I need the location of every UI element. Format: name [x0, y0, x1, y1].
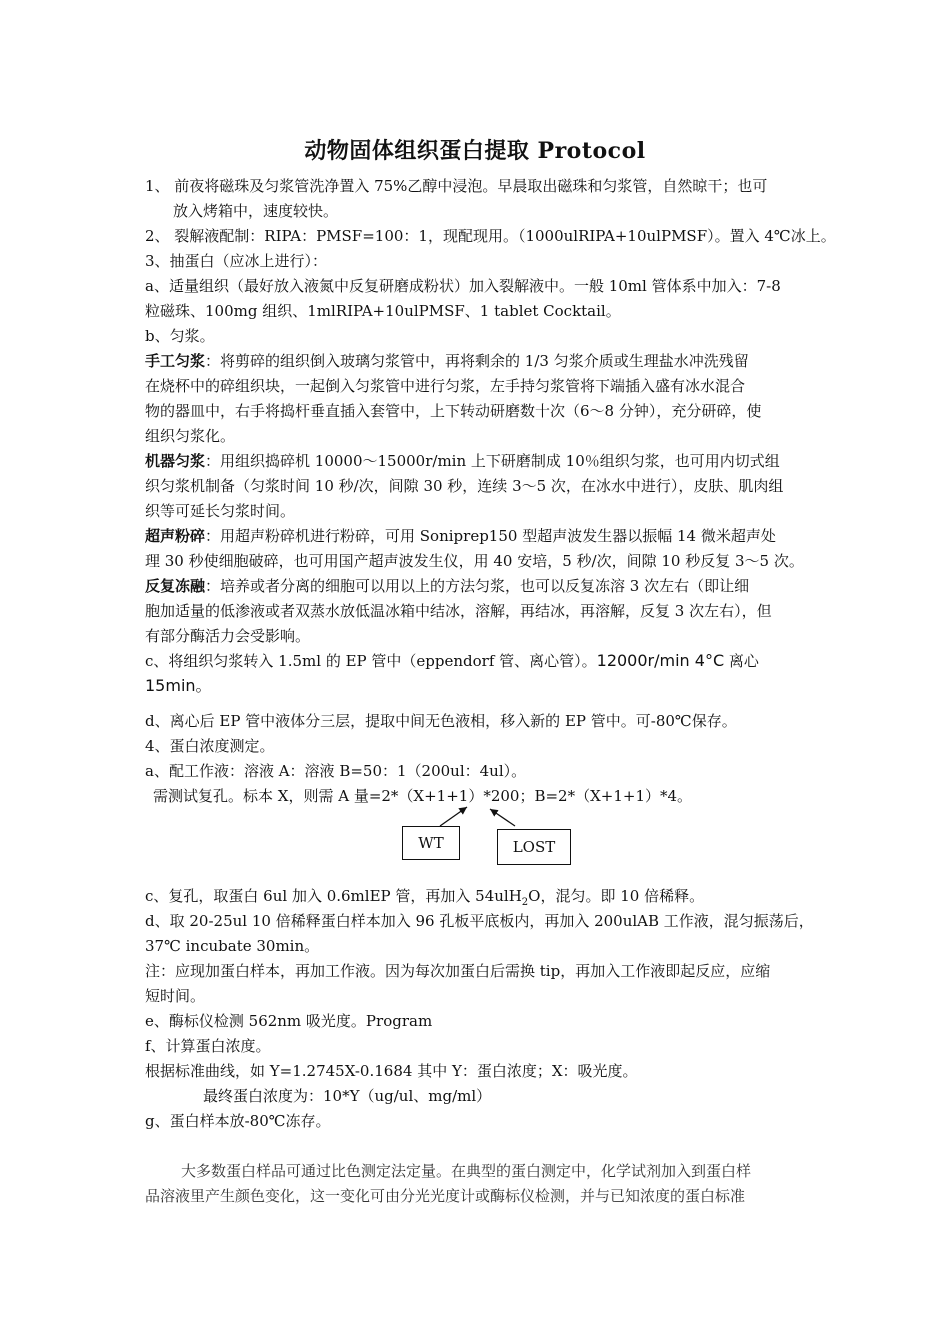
step-4c [145, 885, 825, 907]
step-2: 2、 裂解液配制：RIPA：PMSF=100：1，现配现用。（1000ulRIPA+10ulPMSF）。置入 4℃冰上。 [145, 227, 836, 245]
note-line-2: 短时间。 [145, 987, 206, 1005]
freeze-thaw-line-2: 胞加适量的低渗液或者双蒸水放低温冰箱中结冰，溶解，再结冰，再溶解，反复 3 次左右），但 [145, 602, 772, 620]
freeze-thaw-text: ：培养或者分离的细胞可以用以上的方法匀浆，也可以反复冻溶 3 次左右（即让细 [205, 577, 750, 595]
step-4c-suffix: O，混匀。即 10 倍稀释。 [528, 887, 705, 905]
centrifuge-speed: 12000r/min 4°C [596, 651, 725, 670]
wt-box: WT [402, 826, 460, 860]
machine-homogenize-line-2: 织匀浆机制备（匀浆时间 10 秒/次，间隙 30 秒，连续 3～5 次，在冰水中进行），皮肤、肌肉组 [145, 477, 784, 495]
step-4d-line-1: d、取 20-25ul 10 倍稀释蛋白样本加入 96 孔板平底板内，再加入 200ulAB 工作液，混匀振荡后， [145, 912, 814, 930]
lost-box: LOST [497, 829, 571, 865]
ultrasonic-text: ：用超声粉碎机进行粉碎，可用 Soniprep150 型超声波发生器以振幅 14 微米超声处 [205, 527, 776, 545]
manual-homogenize-line-3: 物的器皿中，右手将捣杆垂直插入套管中，上下转动研磨数十次（6～8 分钟），充分研碎，使 [145, 402, 762, 420]
step-3a-line-1: a、适量组织（最好放入液氮中反复研磨成粉状）加入裂解液中。一般 10ml 管体系中加入：7-8 [145, 277, 781, 295]
manual-homogenize-line-4: 组织匀浆化。 [145, 427, 236, 445]
paragraph-line-2: 品溶液里产生颜色变化，这一变化可由分光光度计或酶标仪检测，并与已知浓度的蛋白标准 [145, 1187, 746, 1205]
step-1-line-2: 放入烤箱中，速度较快。 [173, 202, 339, 220]
step-4d-line-2: 37℃ incubate 30min。 [145, 937, 320, 955]
final-concentration: 最终蛋白浓度为：10*Y（ug/ul、mg/ml） [203, 1087, 492, 1105]
machine-homogenize-text: ：用组织捣碎机 10000～15000r/min 上下研磨制成 10％组织匀浆，也可用内切式组 [205, 452, 780, 470]
ultrasonic-label: 超声粉碎 [145, 527, 206, 545]
step-4a-formula: 需测试复孔。标本 X，则需 A 量=2*（X+1+1）*200；B=2*（X+1+1）*4。 [153, 787, 693, 805]
step-4g: g、蛋白样本放-80℃冻存。 [145, 1112, 331, 1130]
step-4a: a、配工作液：溶液 A：溶液 B=50：1（200ul：4ul）。 [145, 762, 527, 780]
manual-homogenize-text: ：将剪碎的组织倒入玻璃匀浆管中，再将剩余的 1/3 匀浆介质或生理盐水冲洗残留 [205, 352, 749, 370]
step-3c-suffix: 离心 [724, 652, 759, 670]
step-4: 4、蛋白浓度测定。 [145, 737, 275, 755]
document-title: 动物固体组织蛋白提取 Protocol [304, 138, 646, 164]
step-3c-line-2: 15min。 [145, 676, 212, 695]
step-4c-text: c、复孔，取蛋白 6ul 加入 0.6mlEP 管，再加入 54ulH [145, 887, 522, 905]
standard-curve: 根据标准曲线，如 Y=1.2745X-0.1684 其中 Y：蛋白浓度；X：吸光度。 [145, 1062, 638, 1080]
step-3d: d、离心后 EP 管中液体分三层，提取中间无色液相，移入新的 EP 管中。可-80℃保存。 [145, 712, 737, 730]
ultrasonic-line-2: 理 30 秒使细胞破碎，也可用国产超声波发生仪，用 40 安培，5 秒/次，间隙 10 秒反复 3～5 次。 [145, 552, 804, 570]
machine-homogenize-label: 机器匀浆 [145, 452, 206, 470]
step-4f: f、计算蛋白浓度。 [145, 1037, 271, 1055]
step-3b: b、匀浆。 [145, 327, 215, 345]
freeze-thaw-line-3: 有部分酶活力会受影响。 [145, 627, 311, 645]
note-line-1: 注：应现加蛋白样本，再加工作液。因为每次加蛋白后需换 tip，再加入工作液即起反应，应缩 [145, 962, 771, 980]
manual-homogenize-line-2: 在烧杯中的碎组织块，一起倒入匀浆管中进行匀浆，左手持匀浆管将下端插入盛有冰水混合 [145, 377, 746, 395]
machine-homogenize-line-3: 织等可延长匀浆时间。 [145, 502, 296, 520]
lost-arrow [490, 809, 515, 826]
wt-arrow [440, 807, 467, 826]
step-1-line-1: 1、 前夜将磁珠及匀浆管洗净置入 75%乙醇中浸泡。早晨取出磁珠和匀浆管，自然晾干；也可 [145, 177, 768, 195]
step-3: 3、抽蛋白（应冰上进行）： [145, 252, 328, 270]
step-3a-line-2: 粒磁珠、100mg 组织、1mlRIPA+10ulPMSF、1 tablet Cocktail。 [145, 302, 621, 320]
step-4e: e、酶标仪检测 562nm 吸光度。Program [145, 1012, 433, 1030]
step-3c-text: c、将组织匀浆转入 1.5ml 的 EP 管中（eppendorf 管、离心管）。 [145, 652, 597, 670]
freeze-thaw-label: 反复冻融 [145, 577, 206, 595]
manual-homogenize-label: 手工匀浆 [145, 352, 206, 370]
paragraph-line-1: 大多数蛋白样品可通过比色测定法定量。在典型的蛋白测定中，化学试剂加入到蛋白样 [181, 1162, 752, 1180]
subscript-2: 2 [521, 897, 529, 908]
